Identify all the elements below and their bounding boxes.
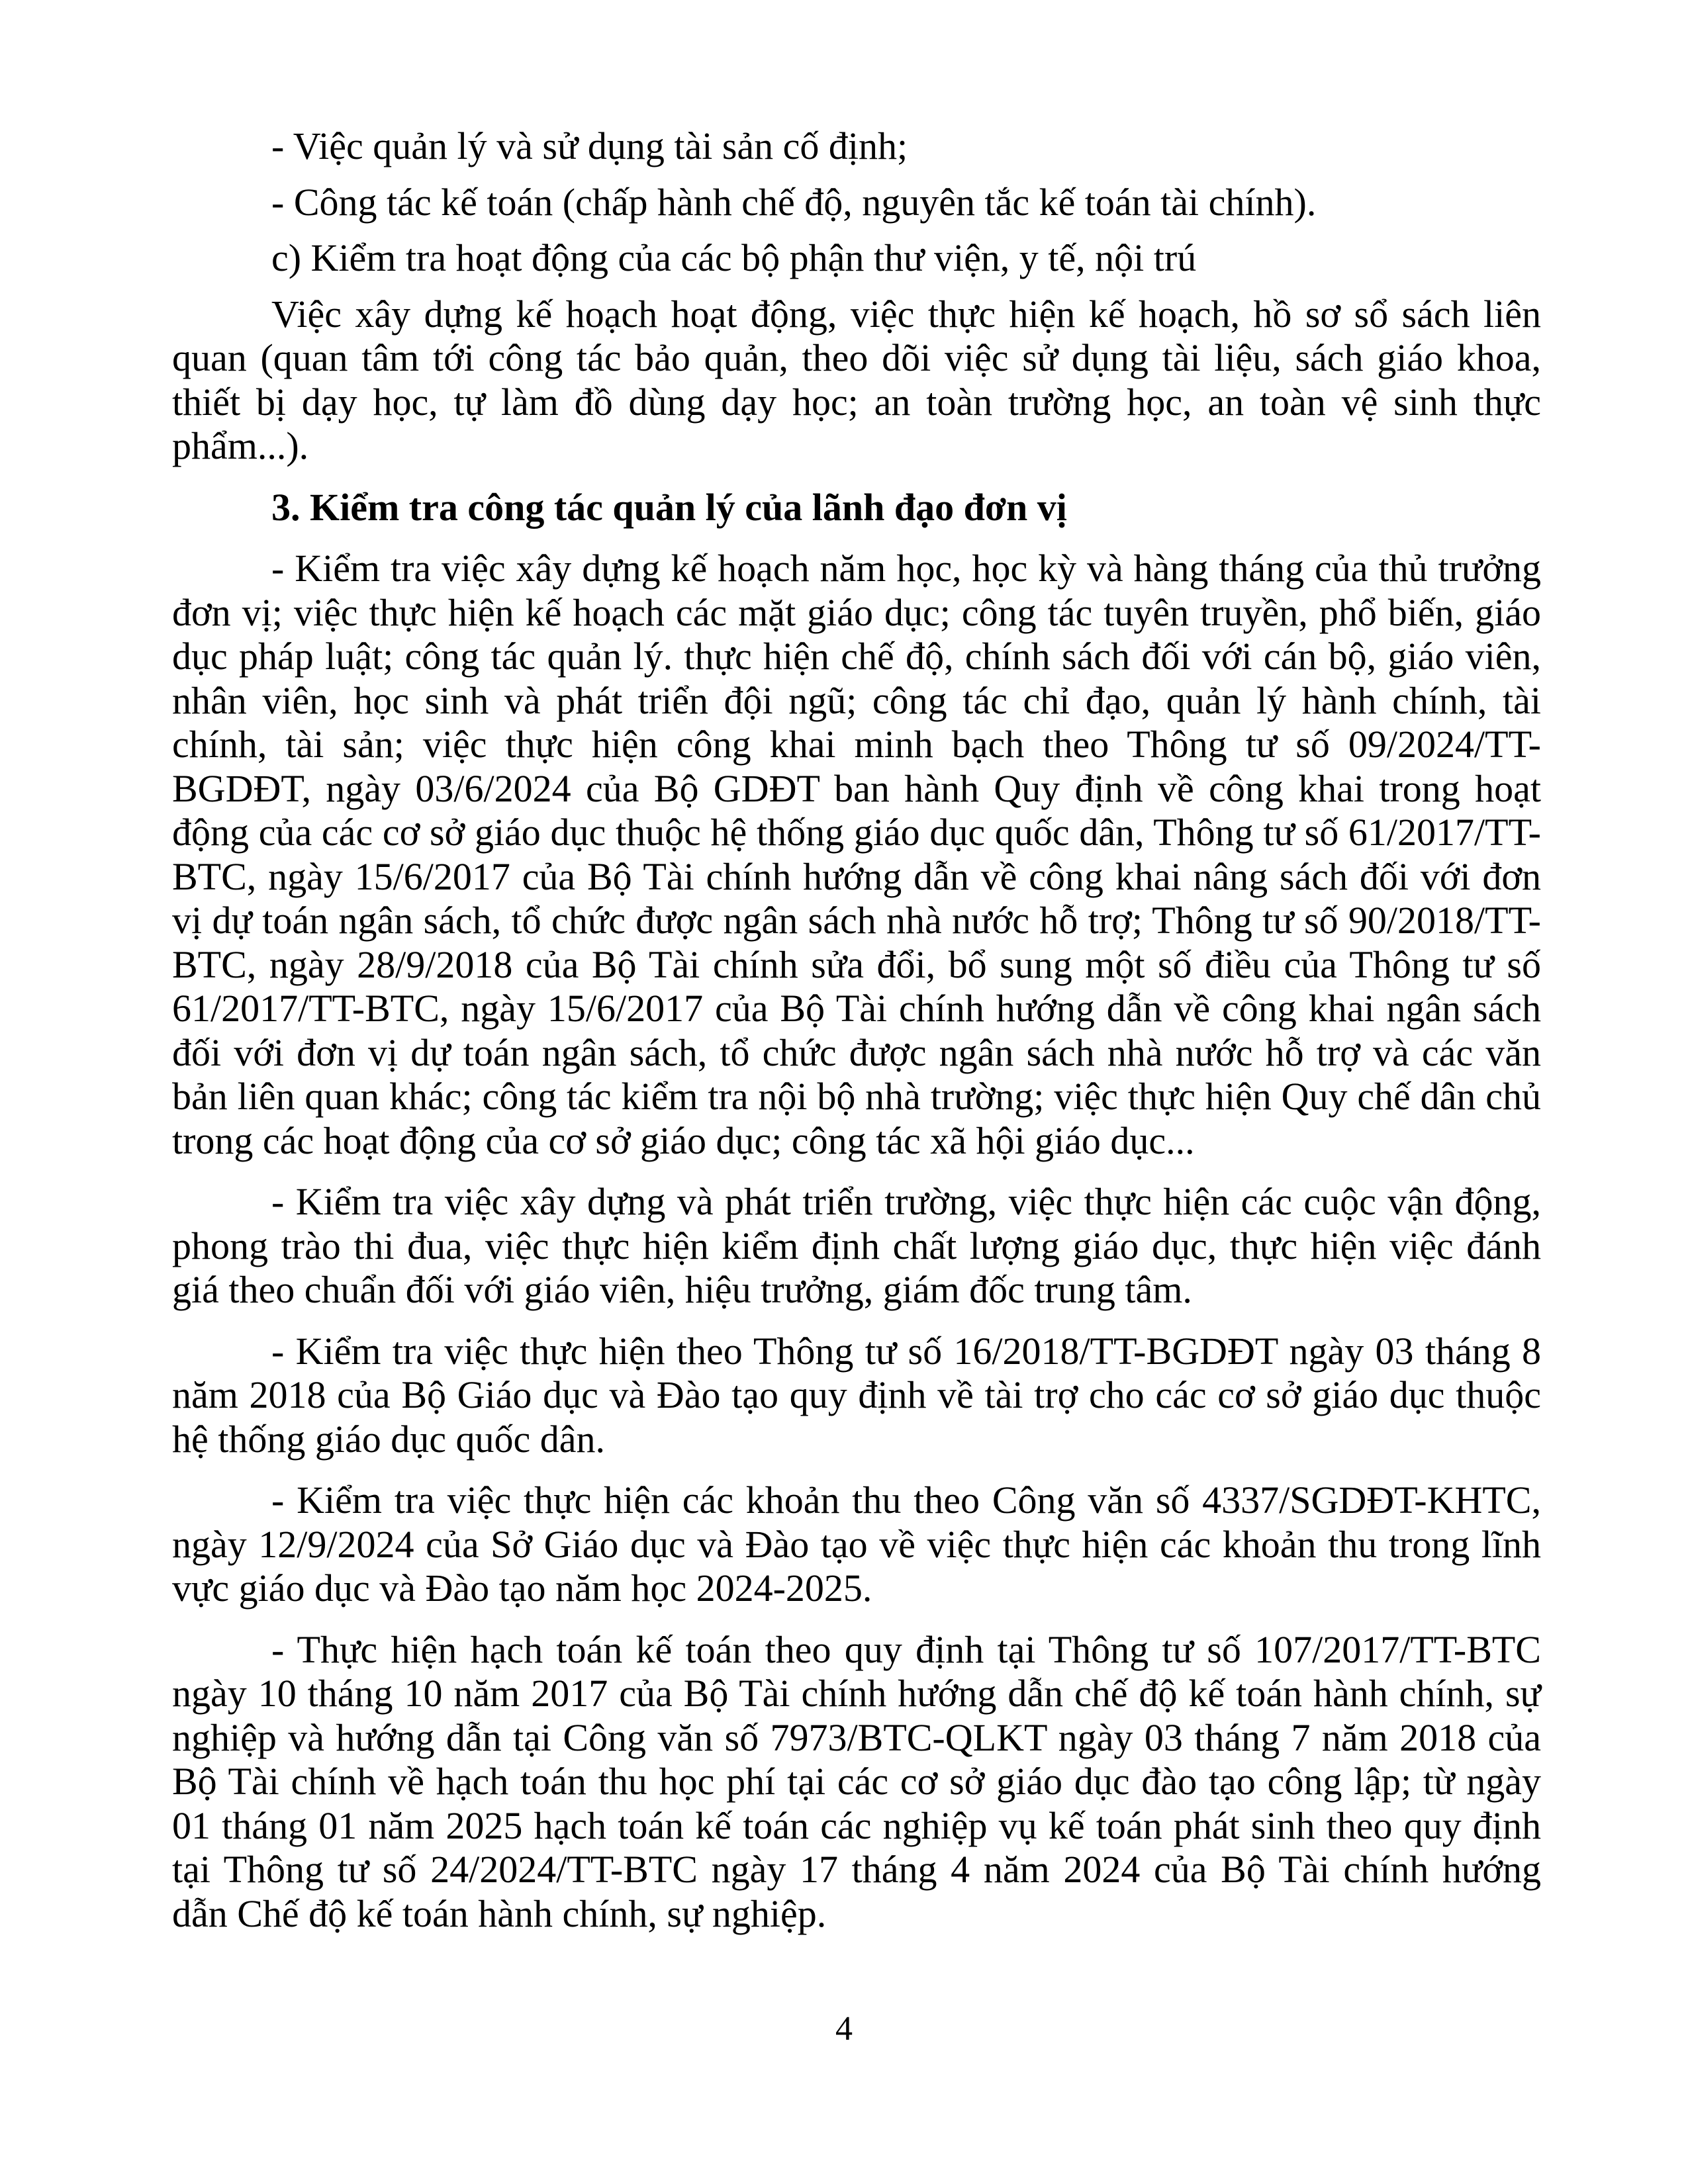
paragraph-school-development: - Kiểm tra việc xây dựng và phát triển trường, việc thực hiện các cuộc vận động, phong trào thi đua, việc thực hiện kiểm định chất lượng giáo dục, thực hiện việc đánh giá theo chuẩn đối với giáo viên, hiệu trưởng, giám đốc trung tâm. [172,1180,1541,1311]
section-3-heading: 3. Kiểm tra công tác quản lý của lãnh đạo đơn vị [271,485,1067,529]
document-body [172,124,1541,1936]
paragraph-fee-collection: - Kiểm tra việc thực hiện các khoản thu theo Công văn số 4337/SGDĐT-KHTC, ngày 12/9/2024 của Sở Giáo dục và Đào tạo về việc thực hiện các khoản thu trong lĩnh vực giáo dục và Đào tạo năm học 2024-2025. [172,1479,1541,1610]
paragraph-library-health-boarding: Việc xây dựng kế hoạch hoạt động, việc thực hiện kế hoạch, hồ sơ sổ sách liên quan (quan tâm tới công tác bảo quản, theo dõi việc sử dụng tài liệu, sách giáo khoa, thiết bị dạy học, tự làm đồ dùng dạy học; an toàn trường học, an toàn vệ sinh thực phẩm...). [172,292,1541,467]
subsection-c-heading: c) Kiểm tra hoạt động của các bộ phận thư viện, y tế, nội trú [271,236,1197,279]
paragraph-sponsorship-circular: - Kiểm tra việc thực hiện theo Thông tư số 16/2018/TT-BGDĐT ngày 03 tháng 8 năm 2018 của Bộ Giáo dục và Đào tạo quy định về tài trợ cho các cơ sở giáo dục thuộc hệ thống giáo dục quốc dân. [172,1329,1541,1461]
paragraph-accounting-regulation: - Thực hiện hạch toán kế toán theo quy định tại Thông tư số 107/2017/TT-BTC ngày 10 tháng 10 năm 2017 của Bộ Tài chính hướng dẫn chế độ kế toán hành chính, sự nghiệp và hướng dẫn tại Công văn số 7973/BTC-QLKT ngày 03 tháng 7 năm 2018 của Bộ Tài chính về hạch toán thu học phí tại các cơ sở giáo dục đào tạo công lập; từ ngày 01 tháng 01 năm 2025 hạch toán kế toán các nghiệp vụ kế toán phát sinh theo quy định tại Thông tư số 24/2024/TT-BTC ngày 17 tháng 4 năm 2024 của Bộ Tài chính hướng dẫn Chế độ kế toán hành chính, sự nghiệp. [172,1627,1541,1935]
paragraph-fixed-assets: - Việc quản lý và sử dụng tài sản cố định; [271,124,908,167]
paragraph-management-check: - Kiểm tra việc xây dựng kế hoạch năm học, học kỳ và hàng tháng của thủ trưởng đơn vị; việc thực hiện kế hoạch các mặt giáo dục; công tác tuyên truyền, phổ biến, giáo dục pháp luật; công tác quản lý. thực hiện chế độ, chính sách đối với cán bộ, giáo viên, nhân viên, học sinh và phát triển đội ngũ; công tác chỉ đạo, quản lý hành chính, tài chính, tài sản; việc thực hiện công khai minh bạch theo Thông tư số 09/2024/TT-BGDĐT, ngày 03/6/2024 của Bộ GDĐT ban hành Quy định về công khai trong hoạt động của các cơ sở giáo dục thuộc hệ thống giáo dục quốc dân, Thông tư số 61/2017/TT-BTC, ngày 15/6/2017 của Bộ Tài chính hướng dẫn về công khai nâng sách đối với đơn vị dự toán ngân sách, tổ chức được ngân sách nhà nước hỗ trợ; Thông tư số 90/2018/TT-BTC, ngày 28/9/2018 của Bộ Tài chính sửa đổi, bổ sung một số điều của Thông tư số 61/2017/TT-BTC, ngày 15/6/2017 của Bộ Tài chính hướng dẫn về công khai ngân sách đối với đơn vị dự toán ngân sách, tổ chức được ngân sách nhà nước hỗ trợ và các văn bản liên quan khác; công tác kiểm tra nội bộ nhà trường; việc thực hiện Quy chế dân chủ trong các hoạt động của cơ sở giáo dục; công tác xã hội giáo dục... [172,547,1541,1162]
paragraph-accounting-work: - Công tác kế toán (chấp hành chế độ, nguyên tắc kế toán tài chính). [271,180,1317,224]
page-number: 4 [835,2010,853,2048]
